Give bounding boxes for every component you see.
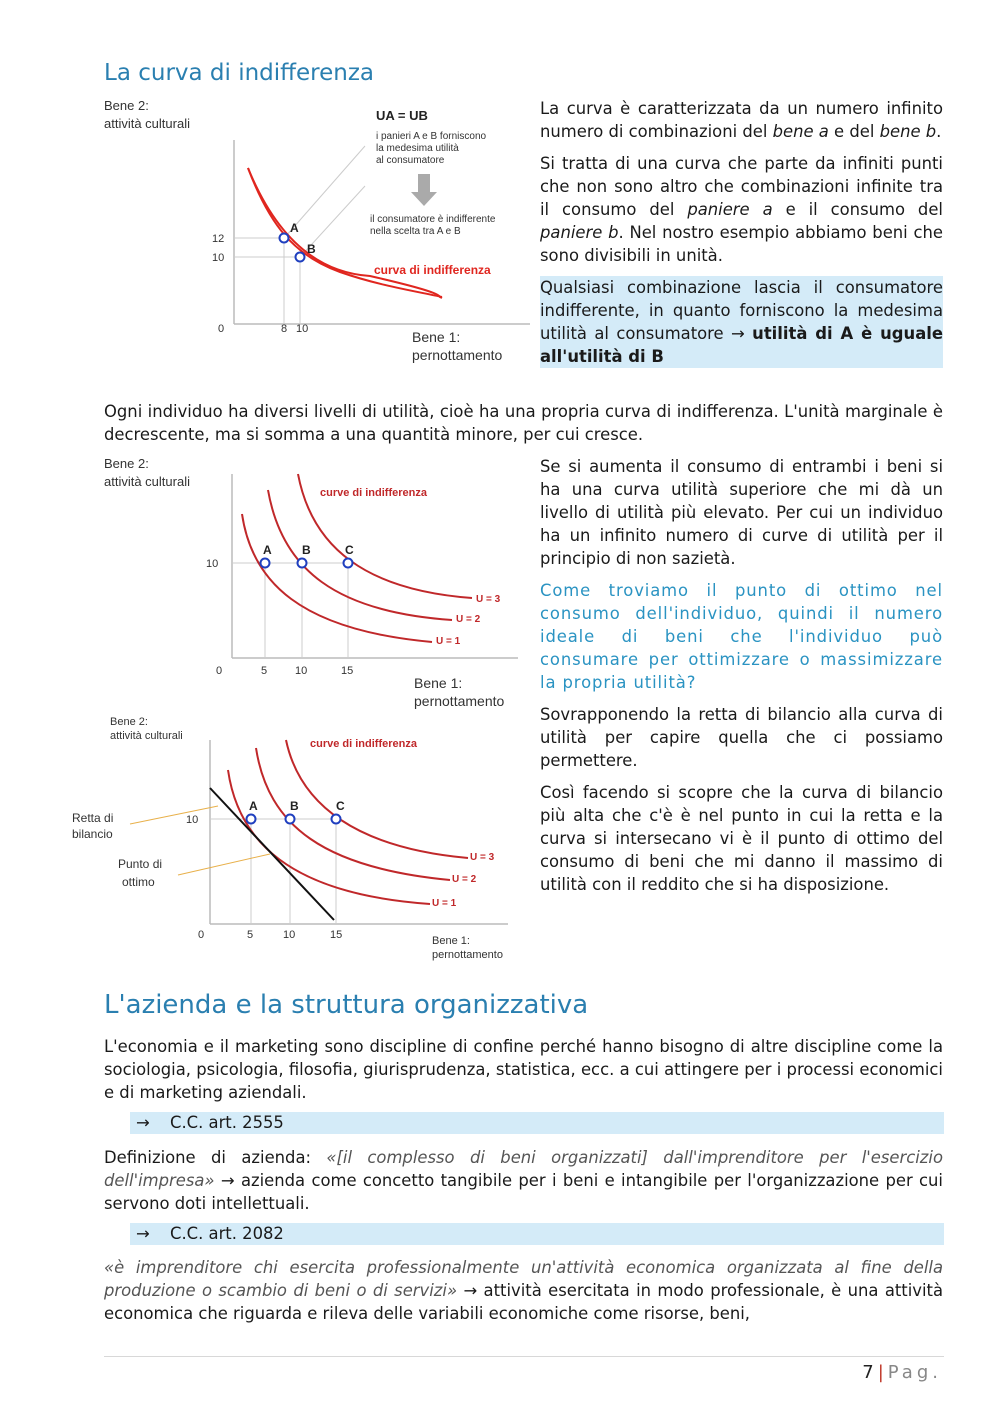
curve-label: curva di indifferenza [374, 263, 491, 277]
y-axis-label-2: attività culturali [104, 116, 190, 131]
y-axis-label-1: Bene 2: [110, 716, 148, 728]
chart-indifference-curve [100, 96, 530, 368]
x-axis-label-2: pernottamento [414, 693, 505, 709]
question-optimum: Come troviamo il punto di ottimo nel consumo dell'individuo, quindi il numero ideale di beni che l'individuo può consumare per ottimizzare o massimizzare la propria utilità? [540, 581, 943, 692]
u1-label: U = 1 [432, 898, 457, 909]
tick-y-10: 10 [206, 558, 219, 570]
u1-label: U = 1 [436, 636, 461, 647]
x-axis-label-1: Bene 1: [432, 935, 470, 947]
point-a-marker [261, 559, 270, 568]
point-a-label: A [249, 799, 258, 813]
highlight-equal-utility: Qualsiasi combinazione lascia il consumatore indifferente, in quanto forniscono la medesima utilità al consumatore → utilità di A è uguale all'utilità di B [540, 278, 943, 366]
punto-label-2: ottimo [122, 875, 155, 889]
y-axis-label-2: attività culturali [104, 474, 190, 489]
note2-line1: il consumatore è indifferente [370, 214, 496, 225]
paragraph-optimum-point: Così facendo si scopre che la curva di bilancio più alta che c'è è nel punto in cui la retta e la curva si intersecano vi è il punto di ottimo del consumo di beni che mi danno il massimo di utilità con il reddito che si ha disposizione. [540, 783, 943, 894]
point-a-marker [280, 234, 289, 243]
point-b-marker [298, 559, 307, 568]
note1-line3: al consumatore [376, 155, 445, 166]
page-footer [862, 1362, 942, 1383]
tick-origin: 0 [198, 929, 205, 941]
paragraph-disciplines: L'economia e il marketing sono discipline di confine perché hanno bisogno di altre discipline come la sociologia, psicologia, filosofia, giurisprudenza, statistica, ecc. a cui attingere per i processi economici e di marketing aziendali. [104, 1037, 943, 1102]
tick-x-15: 15 [341, 665, 354, 677]
y-axis-label-2: attività culturali [110, 730, 183, 742]
note1-line1: i panieri A e B forniscono [376, 131, 487, 142]
section-title-company: L'azienda e la struttura organizzativa [104, 990, 589, 1020]
u2-label: U = 2 [452, 874, 477, 885]
tick-origin: 0 [218, 323, 225, 335]
tick-x-10: 10 [295, 665, 308, 677]
tick-origin: 0 [216, 665, 223, 677]
paragraph-utility-levels: Ogni individuo ha diversi livelli di utilità, cioè ha una propria curva di indifferenza. L'unità marginale è decrescente, ma si somma a una quantità minore, per cui cresce. [104, 402, 943, 444]
tick-x-15: 15 [330, 929, 343, 941]
x-axis-label-1: Bene 1: [414, 675, 463, 691]
paragraph-entrepreneur: «è imprenditore chi esercita professionalmente un'attività economica organizzata al fine della produzione o scambio di beni o di servizi» → attività esercitata in modo professionale, è una attività economica che riguarda e rileva delle variabili economiche come risorse, beni, [104, 1258, 943, 1323]
footer-pag: Pag. [887, 1362, 942, 1383]
paragraph-company-definition: Definizione di azienda: «[il complesso di beni organizzati] dall'imprenditore per l'esercizio dell'impresa» → azienda come concetto tangibile per i beni e intangibile per l'organizzazione per cui servono doti intellettuali. [104, 1148, 943, 1213]
text-block-optimum [540, 455, 943, 905]
paragraph-curve-definition: La curva è caratterizzata da un numero infinito numero di combinazioni del bene a e del bene b. [540, 99, 943, 141]
tick-x-10: 10 [296, 323, 309, 335]
point-b-marker [296, 253, 305, 262]
retta-label-2: bilancio [72, 827, 113, 841]
note1-line2: la medesima utilità [376, 143, 459, 154]
tick-x-5: 5 [261, 665, 268, 677]
point-a-label: A [263, 543, 272, 557]
retta-label-1: Retta di [72, 811, 114, 825]
budget-line [210, 788, 334, 920]
chart-title: curve di indifferenza [320, 487, 427, 499]
chart-budget-line-optimum [68, 712, 528, 964]
u2-label: U = 2 [456, 614, 481, 625]
u3-label: U = 3 [470, 852, 495, 863]
point-c-label: C [336, 799, 345, 813]
ua-ub-label: UA = UB [376, 108, 428, 123]
footer-separator: | [877, 1362, 884, 1383]
punto-label-1: Punto di [118, 857, 163, 871]
curve-u1 [242, 514, 432, 642]
section-title-indifference-curve: La curva di indifferenza [104, 60, 375, 86]
tick-y-12: 12 [212, 233, 225, 245]
point-c-marker [332, 815, 341, 824]
paragraph-curve-points: Si tratta di una curva che parte da infiniti punti che non sono altro che combinazioni infinite tra il consumo del paniere a e il consumo del paniere b. Nel nostro esempio abbiamo beni che sono divisibili in unità. [540, 154, 943, 265]
chart-multiple-indifference-curves [100, 452, 525, 712]
arrow-icon: → [136, 1224, 150, 1243]
point-a-marker [247, 815, 256, 824]
paragraph-higher-utility: Se si aumenta il consumo di entrambi i beni si ha una curva utilità superiore che mi dà un livello di utilità più elevato. Per cui un individuo ha un infinito numero di curve di utilità per il principio di non sazietà. [540, 457, 943, 568]
tick-y-10: 10 [212, 252, 225, 264]
tick-x-5: 5 [247, 929, 254, 941]
point-b-label: B [302, 543, 311, 557]
tick-x-10: 10 [283, 929, 296, 941]
down-arrow-icon [411, 174, 437, 206]
point-c-marker [344, 559, 353, 568]
text-block-curve-definition [540, 97, 943, 377]
paragraph-budget-overlay: Sovrapponendo la retta di bilancio alla curva di utilità per capire quella che ci possiamo permettere. [540, 705, 943, 770]
y-axis-label-1: Bene 2: [104, 456, 149, 471]
reference-art-2082: → C.C. art. 2082 [130, 1223, 944, 1245]
footer-divider [104, 1356, 944, 1357]
y-axis-label-1: Bene 2: [104, 98, 149, 113]
curve-u2 [268, 490, 452, 620]
point-b-label: B [307, 242, 316, 256]
point-b-marker [286, 815, 295, 824]
note2-line2: nella scelta tra A e B [370, 226, 461, 237]
x-axis-label-1: Bene 1: [412, 329, 461, 345]
curve-u2 [256, 748, 450, 880]
tick-x-8: 8 [281, 323, 288, 335]
x-axis-label-2: pernottamento [412, 347, 503, 363]
point-b-label: B [290, 799, 299, 813]
x-axis-label-2: pernottamento [432, 949, 503, 961]
point-a-label: A [290, 221, 299, 235]
u3-label: U = 3 [476, 594, 501, 605]
curve-u1 [228, 770, 430, 904]
tick-y-10: 10 [186, 814, 199, 826]
page-number: 7 [862, 1362, 874, 1383]
chart-title: curve di indifferenza [310, 738, 417, 750]
arrow-icon: → [136, 1113, 150, 1132]
point-c-label: C [345, 543, 354, 557]
reference-art-2555: → C.C. art. 2555 [130, 1112, 944, 1134]
